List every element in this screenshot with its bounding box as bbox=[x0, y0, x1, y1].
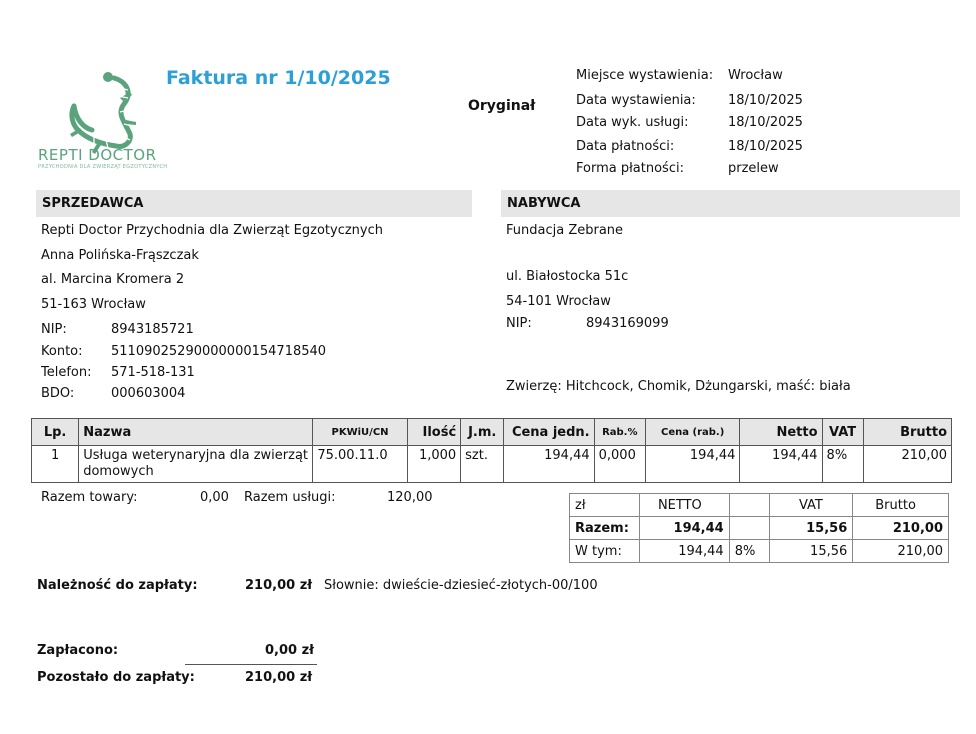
seller-header: SPRZEDAWCA bbox=[42, 196, 144, 211]
col-header-price-disc: Cena (rab.) bbox=[645, 419, 739, 446]
seller-street: al. Marcina Kromera 2 bbox=[41, 272, 185, 287]
meta-label-payment-method: Forma płatności: bbox=[576, 161, 684, 176]
goods-total-label: Razem towary: bbox=[41, 490, 138, 505]
cell-vat: 8% bbox=[822, 446, 863, 483]
meta-label-issue-date: Data wystawienia: bbox=[576, 93, 696, 108]
buyer-street: ul. Białostocka 51c bbox=[506, 269, 629, 284]
summary-total-rate bbox=[729, 517, 769, 540]
meta-value-place: Wrocław bbox=[728, 68, 783, 83]
seller-account-label: Konto: bbox=[41, 344, 83, 359]
cell-pkwiu: 75.00.11.0 bbox=[313, 446, 407, 483]
summary-breakdown-rate: 8% bbox=[729, 540, 769, 563]
summary-header-row bbox=[570, 494, 949, 517]
summary-total-vat: 15,56 bbox=[769, 517, 853, 540]
copy-label: Oryginał bbox=[468, 98, 536, 114]
amount-in-words: Słownie: dwieście-dziesieć-złotych-00/100 bbox=[324, 578, 598, 593]
col-header-price: Cena jedn. bbox=[504, 419, 594, 446]
vat-summary-table bbox=[569, 493, 949, 563]
seller-name: Repti Doctor Przychodnia dla Zwierząt Egzotycznych bbox=[41, 223, 383, 238]
seller-account: 51109025290000000154718540 bbox=[111, 344, 327, 359]
goods-total-value: 0,00 bbox=[200, 490, 229, 505]
col-header-discount: Rab.% bbox=[594, 419, 645, 446]
summary-breakdown-gross: 210,00 bbox=[853, 540, 949, 563]
seller-phone: 571-518-131 bbox=[111, 365, 195, 380]
seller-city: 51-163 Wrocław bbox=[41, 297, 146, 312]
cell-net: 194,44 bbox=[740, 446, 822, 483]
buyer-note: Zwierzę: Hitchcock, Chomik, Dżungarski, maść: biała bbox=[506, 379, 851, 394]
summary-header-rate bbox=[729, 494, 769, 517]
meta-label-service-date: Data wyk. usługi: bbox=[576, 115, 689, 130]
col-header-gross: Brutto bbox=[863, 419, 951, 446]
meta-label-place: Miejsce wystawienia: bbox=[576, 68, 714, 83]
summary-total-row bbox=[570, 517, 949, 540]
meta-value-payment-method: przelew bbox=[728, 161, 779, 176]
summary-header-gross: Brutto bbox=[853, 494, 949, 517]
seller-nip: 8943185721 bbox=[111, 322, 194, 337]
cell-name: Usługa weterynaryjna dla zwierząt domowych bbox=[79, 446, 313, 483]
divider bbox=[185, 664, 317, 665]
summary-breakdown-row bbox=[570, 540, 949, 563]
buyer-name: Fundacja Zebrane bbox=[506, 223, 624, 238]
items-table bbox=[31, 418, 952, 483]
remaining-value: 210,00 zł bbox=[245, 670, 313, 685]
seller-nip-label: NIP: bbox=[41, 322, 67, 337]
col-header-lp: Lp. bbox=[32, 419, 79, 446]
seller-person: Anna Polińska-Frąszczak bbox=[41, 248, 199, 263]
table-row bbox=[32, 446, 952, 483]
summary-total-label: Razem: bbox=[570, 517, 640, 540]
summary-total-gross: 210,00 bbox=[853, 517, 949, 540]
summary-header-currency: zł bbox=[570, 494, 640, 517]
amount-due-label: Należność do zapłaty: bbox=[37, 578, 198, 593]
buyer-header: NABYWCA bbox=[507, 196, 581, 211]
buyer-city: 54-101 Wrocław bbox=[506, 294, 611, 309]
summary-header-vat: VAT bbox=[769, 494, 853, 517]
col-header-pkwiu: PKWiU/CN bbox=[313, 419, 407, 446]
summary-breakdown-net: 194,44 bbox=[639, 540, 729, 563]
cell-qty: 1,000 bbox=[407, 446, 460, 483]
services-total-label: Razem usługi: bbox=[244, 490, 336, 505]
col-header-vat: VAT bbox=[822, 419, 863, 446]
amount-due-value: 210,00 zł bbox=[245, 578, 313, 593]
services-total-value: 120,00 bbox=[387, 490, 433, 505]
seller-bdo-label: BDO: bbox=[41, 386, 75, 401]
seller-header-bar bbox=[36, 190, 472, 217]
logo-text: REPTI DOCTOR bbox=[38, 146, 157, 164]
seller-phone-label: Telefon: bbox=[41, 365, 92, 380]
cell-unit: szt. bbox=[461, 446, 504, 483]
logo-subtext: PRZYCHODNIA DLA ZWIERZĄT EGZOTYCZNYCH bbox=[38, 164, 168, 170]
cell-price: 194,44 bbox=[504, 446, 594, 483]
invoice-title: Faktura nr 1/10/2025 bbox=[166, 67, 391, 89]
cell-discount: 0,000 bbox=[594, 446, 645, 483]
meta-value-payment-date: 18/10/2025 bbox=[728, 139, 803, 154]
summary-breakdown-label: W tym: bbox=[570, 540, 640, 563]
paid-value: 0,00 zł bbox=[265, 643, 314, 658]
summary-breakdown-vat: 15,56 bbox=[769, 540, 853, 563]
col-header-qty: Ilość bbox=[407, 419, 460, 446]
cell-price-disc: 194,44 bbox=[645, 446, 739, 483]
remaining-label: Pozostało do zapłaty: bbox=[37, 670, 195, 685]
items-header-row bbox=[32, 419, 952, 446]
cell-gross: 210,00 bbox=[863, 446, 951, 483]
meta-label-payment-date: Data płatności: bbox=[576, 139, 675, 154]
meta-value-service-date: 18/10/2025 bbox=[728, 115, 803, 130]
summary-header-net: NETTO bbox=[639, 494, 729, 517]
buyer-header-bar bbox=[501, 190, 960, 217]
summary-total-net: 194,44 bbox=[639, 517, 729, 540]
buyer-nip-label: NIP: bbox=[506, 316, 532, 331]
col-header-name: Nazwa bbox=[79, 419, 313, 446]
buyer-nip: 8943169099 bbox=[586, 316, 669, 331]
seller-bdo: 000603004 bbox=[111, 386, 186, 401]
meta-value-issue-date: 18/10/2025 bbox=[728, 93, 803, 108]
paid-label: Zapłacono: bbox=[37, 643, 119, 658]
col-header-unit: J.m. bbox=[461, 419, 504, 446]
col-header-net: Netto bbox=[740, 419, 822, 446]
cell-lp: 1 bbox=[32, 446, 79, 483]
